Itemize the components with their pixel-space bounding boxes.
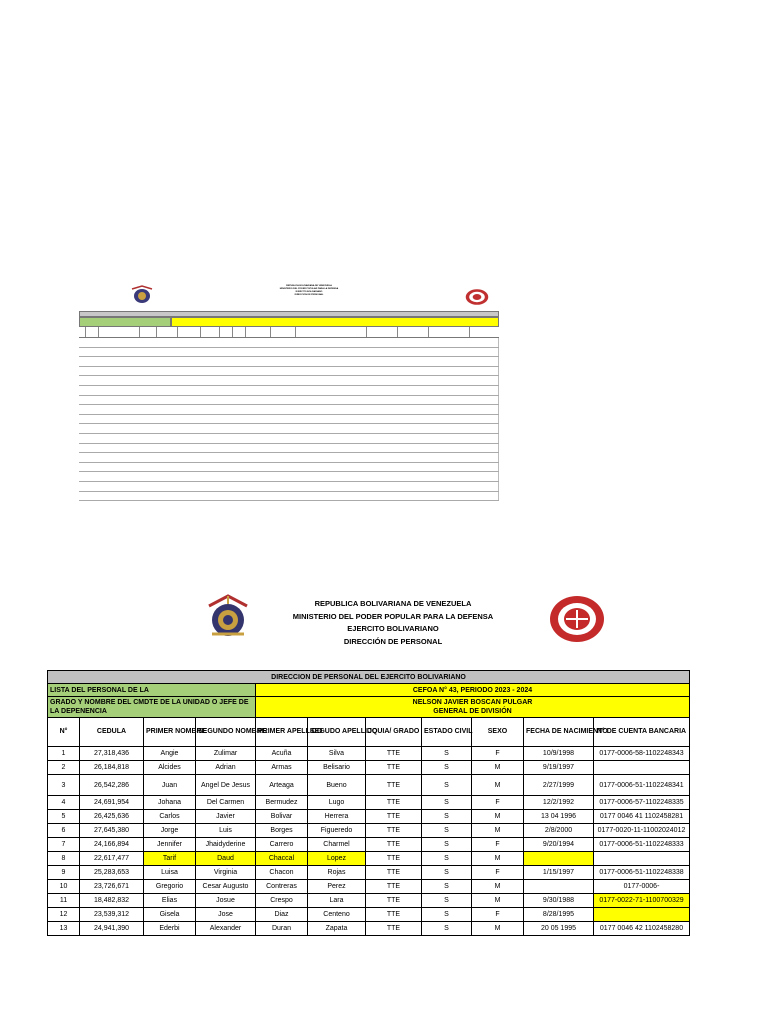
thumb-row: [79, 453, 499, 463]
col-grado: JQUIA/ GRADO: [366, 718, 422, 747]
cell-grado: TTE: [366, 866, 422, 880]
cell-grado: TTE: [366, 747, 422, 761]
sheet-thumbnail: [79, 283, 499, 493]
cell-primer-apellido: Bermudez: [256, 796, 308, 810]
cell-primer-apellido: Crespo: [256, 894, 308, 908]
grado-label: GRADO Y NOMBRE DEL CMDTE DE LA UNIDAD O JEFE DE LA DEPENENCIA: [48, 697, 256, 718]
thumb-row: [79, 434, 499, 444]
cell-cuenta-bancaria: 0177 0046 42 1102458280: [594, 922, 690, 936]
col-primer-nombre: PRIMER NOMBRE: [144, 718, 196, 747]
cell-cuenta-bancaria: 0177-0006-51-1102248341: [594, 775, 690, 796]
table-row: [48, 747, 690, 761]
cell-primer-apellido: Armas: [256, 761, 308, 775]
thumbnail-header: [229, 285, 389, 297]
cell-segundo-nombre: Javier: [196, 810, 256, 824]
cell-numero: 5: [48, 810, 80, 824]
cell-sexo: M: [472, 852, 524, 866]
thumb-line-1: REPUBLICA BOLIVARIANA DE VENEZUELA: [286, 285, 332, 287]
cell-primer-nombre: Gregorio: [144, 880, 196, 894]
table-row: [48, 866, 690, 880]
cell-fecha-nacimiento: 1/15/1997: [524, 866, 594, 880]
cell-fecha-nacimiento: 12/2/1992: [524, 796, 594, 810]
cell-numero: 10: [48, 880, 80, 894]
cell-sexo: F: [472, 747, 524, 761]
cell-primer-nombre: Angie: [144, 747, 196, 761]
col-fecha-nacimiento: FECHA DE NACIMIENTO: [524, 718, 594, 747]
thumb-row: [79, 424, 499, 434]
cefoa-label: CEFOA N° 43, PERIODO 2023 - 2024: [256, 684, 690, 697]
cell-primer-nombre: Gisela: [144, 908, 196, 922]
cell-primer-nombre: Alcides: [144, 761, 196, 775]
thumb-row: [79, 376, 499, 386]
cell-segundo-nombre: Alexander: [196, 922, 256, 936]
cell-estado-civil: S: [422, 838, 472, 852]
cell-cedula: 22,617,477: [80, 852, 144, 866]
cell-segundo-apellido: Belisario: [308, 761, 366, 775]
cell-primer-apellido: Carrero: [256, 838, 308, 852]
thumb-row: [79, 396, 499, 406]
thumb-row: [79, 415, 499, 425]
cell-cedula: 24,941,390: [80, 922, 144, 936]
cell-cedula: 24,166,894: [80, 838, 144, 852]
cell-primer-apellido: Chacon: [256, 866, 308, 880]
table-row: [48, 775, 690, 796]
cell-numero: 9: [48, 866, 80, 880]
cell-cedula: 24,691,954: [80, 796, 144, 810]
cell-sexo: M: [472, 894, 524, 908]
personnel-seal-icon: [548, 594, 606, 644]
cell-segundo-nombre: Daud: [196, 852, 256, 866]
thumb-column-header: [79, 327, 499, 338]
thumb-row: [79, 472, 499, 482]
cell-sexo: M: [472, 880, 524, 894]
cell-primer-nombre: Jorge: [144, 824, 196, 838]
cell-numero: 12: [48, 908, 80, 922]
thumb-row: [79, 492, 499, 502]
cell-segundo-apellido: Lara: [308, 894, 366, 908]
thumb-row: [79, 357, 499, 367]
cell-estado-civil: S: [422, 908, 472, 922]
cell-primer-apellido: Contreras: [256, 880, 308, 894]
cell-segundo-nombre: Jhaidyderine: [196, 838, 256, 852]
cell-fecha-nacimiento: 2/8/2000: [524, 824, 594, 838]
cell-estado-civil: S: [422, 810, 472, 824]
cell-numero: 8: [48, 852, 80, 866]
cell-estado-civil: S: [422, 747, 472, 761]
table-row: [48, 880, 690, 894]
cell-estado-civil: S: [422, 894, 472, 908]
cell-cuenta-bancaria: 0177-0006-: [594, 880, 690, 894]
cell-segundo-apellido: Perez: [308, 880, 366, 894]
column-header-row: [48, 718, 690, 747]
cell-numero: 7: [48, 838, 80, 852]
cell-cedula: 25,283,653: [80, 866, 144, 880]
thumbnail-grid: [79, 311, 499, 501]
cell-primer-nombre: Jennifer: [144, 838, 196, 852]
cell-segundo-nombre: Luis: [196, 824, 256, 838]
cell-cuenta-bancaria: [594, 852, 690, 866]
cell-cedula: 23,726,671: [80, 880, 144, 894]
cell-cuenta-bancaria: [594, 761, 690, 775]
table-title: DIRECCION DE PERSONAL DEL EJERCITO BOLIVARIANO: [48, 671, 690, 684]
cell-estado-civil: S: [422, 852, 472, 866]
cell-primer-nombre: Elias: [144, 894, 196, 908]
org-line-4: DIRECCIÓN DE PERSONAL: [343, 636, 443, 646]
cell-primer-nombre: Carlos: [144, 810, 196, 824]
table-row: [48, 894, 690, 908]
cmdte-rank: GENERAL DE DIVISIÓN: [433, 708, 512, 715]
col-segundo-nombre: SEGUNDO NOMBRE: [196, 718, 256, 747]
cell-numero: 11: [48, 894, 80, 908]
cell-segundo-apellido: Centeno: [308, 908, 366, 922]
cell-numero: 13: [48, 922, 80, 936]
cell-grado: TTE: [366, 838, 422, 852]
col-cedula: CEDULA: [80, 718, 144, 747]
org-line-3: EJERCITO BOLIVARIANO: [347, 624, 439, 633]
cell-segundo-nombre: Jose: [196, 908, 256, 922]
cell-numero: 2: [48, 761, 80, 775]
thumb-line-2: MINISTERIO DEL PODER POPULAR PARA LA DEFENSA: [279, 288, 339, 290]
cell-grado: TTE: [366, 824, 422, 838]
cell-segundo-apellido: Lugo: [308, 796, 366, 810]
cell-primer-nombre: Tarif: [144, 852, 196, 866]
cell-segundo-nombre: Del Carmen: [196, 796, 256, 810]
cell-segundo-nombre: Adrian: [196, 761, 256, 775]
cell-primer-apellido: Bolivar: [256, 810, 308, 824]
cell-estado-civil: S: [422, 866, 472, 880]
army-emblem-icon: [129, 285, 155, 305]
cell-segundo-nombre: Virginia: [196, 866, 256, 880]
cell-segundo-apellido: Herrera: [308, 810, 366, 824]
thumb-line-4: DIRECCION DE PERSONAL: [294, 294, 324, 296]
cell-cuenta-bancaria: 0177-0020-11-1100202401​2: [594, 824, 690, 838]
cell-sexo: F: [472, 796, 524, 810]
army-emblem-icon: [203, 592, 253, 642]
cell-grado: TTE: [366, 775, 422, 796]
cell-primer-apellido: Arteaga: [256, 775, 308, 796]
cell-fecha-nacimiento: 8/28/1995: [524, 908, 594, 922]
cell-fecha-nacimiento: 13 04 1996: [524, 810, 594, 824]
table-row: [48, 922, 690, 936]
thumb-row: [79, 367, 499, 377]
cell-cuenta-bancaria: 0177-0006-51-1102248333: [594, 838, 690, 852]
thumb-line-3: EJERCITO BOLIVARIANO: [295, 291, 323, 293]
cell-fecha-nacimiento: [524, 880, 594, 894]
cell-cedula: 27,318,436: [80, 747, 144, 761]
cell-primer-apellido: Acuña: [256, 747, 308, 761]
cell-estado-civil: S: [422, 761, 472, 775]
table-row: [48, 824, 690, 838]
cell-cuenta-bancaria: 0177-0006-58-1102248343: [594, 747, 690, 761]
cell-fecha-nacimiento: 9/20/1994: [524, 838, 594, 852]
cell-fecha-nacimiento: 2/27/1999: [524, 775, 594, 796]
cell-cedula: 18,482,832: [80, 894, 144, 908]
cell-grado: TTE: [366, 894, 422, 908]
cell-segundo-apellido: Zapata: [308, 922, 366, 936]
table-row: [48, 852, 690, 866]
cell-cedula: 26,425,636: [80, 810, 144, 824]
cell-estado-civil: S: [422, 775, 472, 796]
cell-fecha-nacimiento: [524, 852, 594, 866]
cell-cuenta-bancaria: 0177-0006-57-1102248335: [594, 796, 690, 810]
cell-sexo: F: [472, 838, 524, 852]
personnel-table: [47, 670, 690, 936]
thumb-row: [79, 338, 499, 348]
col-estado-civil: ESTADO CIVIL: [422, 718, 472, 747]
cell-grado: TTE: [366, 908, 422, 922]
cell-estado-civil: S: [422, 880, 472, 894]
thumb-row: [79, 482, 499, 492]
cell-cedula: 23,539,312: [80, 908, 144, 922]
cell-cuenta-bancaria: 0177-0022-71-1100700329: [594, 894, 690, 908]
cell-sexo: M: [472, 775, 524, 796]
cell-numero: 4: [48, 796, 80, 810]
cell-primer-apellido: Duran: [256, 922, 308, 936]
cell-segundo-apellido: Bueno: [308, 775, 366, 796]
cell-segundo-apellido: Rojas: [308, 866, 366, 880]
cell-fecha-nacimiento: 9/19/1997: [524, 761, 594, 775]
cell-segundo-nombre: Josue: [196, 894, 256, 908]
cell-primer-nombre: Johana: [144, 796, 196, 810]
cell-primer-nombre: Juan: [144, 775, 196, 796]
cell-cuenta-bancaria: 0177 0046 41 1102458281: [594, 810, 690, 824]
lista-label: LISTA DEL PERSONAL DE LA: [48, 684, 256, 697]
cell-primer-apellido: Chaccal: [256, 852, 308, 866]
cell-segundo-nombre: Cesar Augusto: [196, 880, 256, 894]
cell-cedula: 26,542,286: [80, 775, 144, 796]
cell-sexo: M: [472, 761, 524, 775]
cell-segundo-apellido: Figueredo: [308, 824, 366, 838]
cell-cuenta-bancaria: [594, 908, 690, 922]
table-row: [48, 796, 690, 810]
cell-numero: 6: [48, 824, 80, 838]
cell-segundo-nombre: Angel De Jesus: [196, 775, 256, 796]
cell-grado: TTE: [366, 880, 422, 894]
cell-grado: TTE: [366, 796, 422, 810]
cell-numero: 1: [48, 747, 80, 761]
cmdte-name: NELSON JAVIER BOSCAN PULGAR: [412, 699, 533, 706]
table-row: [48, 908, 690, 922]
table-row: [48, 761, 690, 775]
cell-cuenta-bancaria: 0177-0006-51-1102248338: [594, 866, 690, 880]
cell-grado: TTE: [366, 922, 422, 936]
cell-sexo: F: [472, 908, 524, 922]
cell-segundo-apellido: Silva: [308, 747, 366, 761]
col-numero: N°: [48, 718, 80, 747]
cell-segundo-apellido: Lopez: [308, 852, 366, 866]
cell-primer-apellido: Borges: [256, 824, 308, 838]
cell-segundo-nombre: Zulimar: [196, 747, 256, 761]
cell-grado: TTE: [366, 761, 422, 775]
cell-numero: 3: [48, 775, 80, 796]
cell-grado: TTE: [366, 810, 422, 824]
cell-fecha-nacimiento: 10/9/1998: [524, 747, 594, 761]
col-sexo: SEXO: [472, 718, 524, 747]
cell-estado-civil: S: [422, 824, 472, 838]
thumb-row: [79, 463, 499, 473]
cell-segundo-apellido: Charmel: [308, 838, 366, 852]
cell-fecha-nacimiento: 9/30/1988: [524, 894, 594, 908]
thumb-row: [79, 386, 499, 396]
thumb-row: [79, 405, 499, 415]
cell-estado-civil: S: [422, 922, 472, 936]
cell-sexo: M: [472, 922, 524, 936]
cell-estado-civil: S: [422, 796, 472, 810]
col-segundo-apellido: SEGUDO APELLIDO: [308, 718, 366, 747]
org-line-2: MINISTERIO DEL PODER POPULAR PARA LA DEFENSA: [292, 611, 494, 621]
cell-sexo: M: [472, 824, 524, 838]
thumb-row: [79, 348, 499, 358]
cell-sexo: M: [472, 810, 524, 824]
cell-cedula: 27,645,380: [80, 824, 144, 838]
cell-primer-apellido: Diaz: [256, 908, 308, 922]
org-line-1: REPUBLICA BOLIVARIANA DE VENEZUELA: [314, 599, 472, 608]
col-primer-apellido: PRIMER APELLIDO: [256, 718, 308, 747]
cmdte-cell: [256, 697, 690, 718]
cell-grado: TTE: [366, 852, 422, 866]
cell-sexo: F: [472, 866, 524, 880]
personnel-seal-icon: [464, 287, 490, 307]
cell-primer-nombre: Luisa: [144, 866, 196, 880]
table-row: [48, 838, 690, 852]
table-row: [48, 810, 690, 824]
cell-fecha-nacimiento: 20 05 1995: [524, 922, 594, 936]
thumb-info-band: [79, 317, 499, 327]
col-cuenta-bancaria: N° DE CUENTA BANCARIA: [594, 718, 690, 747]
organization-header: [248, 598, 538, 648]
cell-cedula: 26,184,818: [80, 761, 144, 775]
cell-primer-nombre: Ederbi: [144, 922, 196, 936]
thumb-row: [79, 444, 499, 454]
